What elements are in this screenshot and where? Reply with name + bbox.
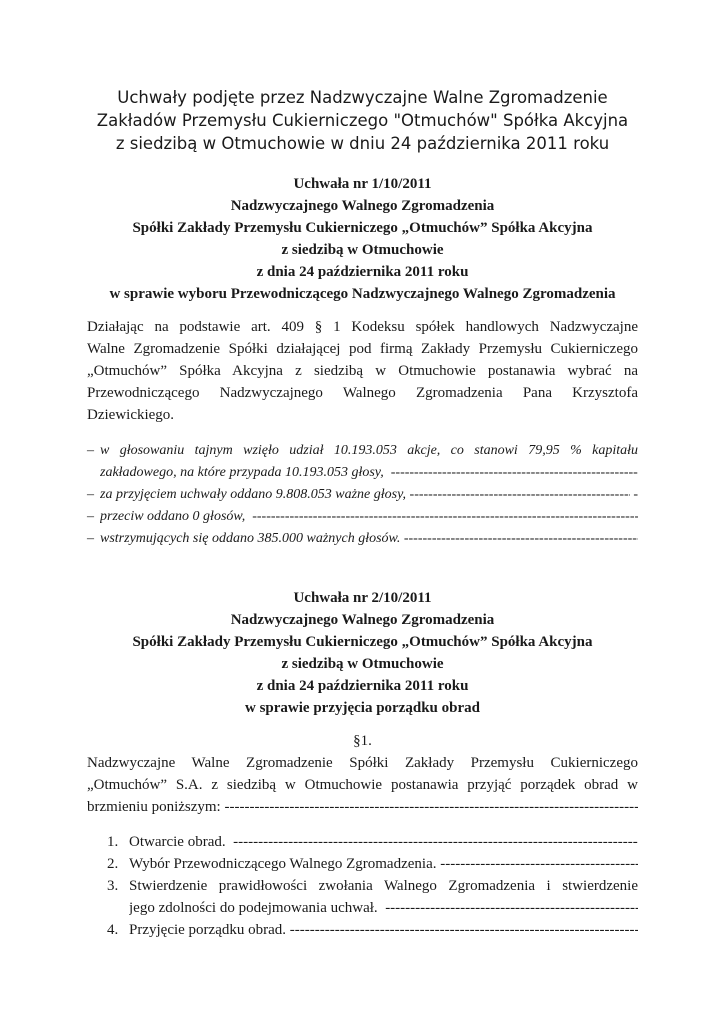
vote-tail: - [633, 487, 638, 502]
vote-line [100, 462, 638, 484]
item-text: Otwarcie obrad. [129, 834, 226, 850]
title-line: z siedzibą w Otmuchowie w dniu 24 października 2011 roku [115, 134, 610, 153]
paragraph-line: Dziewickiego. [87, 407, 175, 423]
item-number: 4. [107, 922, 119, 938]
paragraph-line: „Otmuchów” Spółka Akcyjna z siedzibą w Otmuchowie postanawia wybrać na [87, 363, 638, 379]
paragraph-text: brzmieniu poniższym: [87, 799, 221, 815]
fill-dashes [440, 853, 638, 875]
dash-marker: – [87, 509, 94, 524]
dash-marker: – [87, 443, 94, 458]
vote-text: przeciw oddano 0 głosów, [100, 509, 246, 524]
item-line: Stwierdzenie prawidłowości zwołania Walnego Zgromadzenia i stwierdzenie [129, 878, 638, 894]
resolution-date: z dnia 24 października 2011 roku [256, 678, 469, 694]
vote-text: zakładowego, na które przypada 10.193.053 głosy, [100, 465, 384, 480]
resolution-seat: z siedzibą w Otmuchowie [281, 242, 444, 258]
title-line: Uchwały podjęte przez Nadzwyczajne Walne Zgromadzenie [117, 88, 608, 107]
resolution-company: Spółki Zakłady Przemysłu Cukierniczego „Otmuchów” Spółka Akcyjna [132, 220, 593, 236]
vote-item [87, 484, 638, 506]
fill-dashes [391, 462, 638, 484]
resolution-number: Uchwała nr 1/10/2011 [293, 176, 432, 192]
paragraph-line [87, 796, 638, 818]
fill-dashes [233, 831, 638, 853]
resolution-company: Spółki Zakłady Przemysłu Cukierniczego „Otmuchów” Spółka Akcyjna [132, 634, 593, 650]
resolution-seat: z siedzibą w Otmuchowie [281, 656, 444, 672]
fill-dashes [385, 897, 638, 919]
item-line [129, 897, 638, 919]
list-item [107, 831, 638, 853]
resolution-body: Nadzwyczajnego Walnego Zgromadzenia [230, 612, 495, 628]
vote-line [100, 484, 638, 506]
vote-line [100, 528, 638, 550]
vote-text: wstrzymujących się oddano 385.000 ważnych głosów. [100, 531, 401, 546]
item-number: 3. [107, 878, 119, 894]
agenda-list [107, 831, 638, 941]
resolution-1-header [60, 173, 665, 305]
paragraph-line: Przewodniczącego Nadzwyczajnego Walnego Zgromadzenia Pana Krzysztofa [87, 385, 638, 401]
vote-line: w głosowaniu tajnym wzięło udział 10.193.053 akcje, co stanowi 79,95 % kapitału [100, 443, 638, 458]
document-title [60, 86, 665, 155]
item-text: jego zdolności do podejmowania uchwał. [129, 900, 378, 916]
dash-marker: – [87, 487, 94, 502]
item-line [129, 831, 638, 853]
resolution-subject: w sprawie wyboru Przewodniczącego Nadzwyczajnego Walnego Zgromadzenia [109, 286, 616, 302]
list-item [107, 919, 638, 941]
fill-dashes [404, 528, 638, 550]
resolution-date: z dnia 24 października 2011 roku [256, 264, 469, 280]
paragraph-line: Walne Zgromadzenie Spółki działającej pod firmą Zakłady Przemysłu Cukierniczego [87, 341, 638, 357]
paragraph-line: Nadzwyczajne Walne Zgromadzenie Spółki Zakłady Przemysłu Cukierniczego [87, 755, 638, 771]
fill-dashes [252, 506, 638, 528]
vote-line [100, 506, 638, 528]
item-text: Przyjęcie porządku obrad. [129, 922, 287, 938]
resolution-2-paragraph [87, 752, 638, 818]
resolution-subject: w sprawie przyjęcia porządku obrad [245, 700, 480, 716]
resolution-2-header [60, 587, 665, 719]
fill-dashes [290, 919, 638, 941]
item-number: 2. [107, 856, 119, 872]
list-item [107, 875, 638, 919]
item-line [129, 919, 638, 941]
dash-marker: – [87, 531, 94, 546]
vote-item [87, 506, 638, 528]
paragraph-line: Działając na podstawie art. 409 § 1 Kodeksu spółek handlowych Nadzwyczajne [87, 319, 638, 335]
section-mark: §1. [353, 733, 372, 749]
resolution-1-paragraph [87, 316, 638, 426]
vote-text: za przyjęciem uchwały oddano 9.808.053 ważne głosy, [100, 487, 407, 502]
paragraph-line: „Otmuchów” S.A. z siedzibą w Otmuchowie postanawia przyjąć porządek obrad w [87, 777, 638, 793]
item-text: Wybór Przewodniczącego Walnego Zgromadzenia. [129, 856, 437, 872]
resolution-number: Uchwała nr 2/10/2011 [293, 590, 432, 606]
vote-item [87, 528, 638, 550]
item-line [129, 853, 638, 875]
item-number: 1. [107, 834, 119, 850]
fill-dashes [410, 484, 630, 506]
vote-item [87, 440, 638, 484]
fill-dashes [224, 796, 638, 818]
vote-results [87, 440, 638, 550]
list-item [107, 853, 638, 875]
title-line: Zakładów Przemysłu Cukierniczego "Otmuchów" Spółka Akcyjna [96, 111, 629, 130]
resolution-body: Nadzwyczajnego Walnego Zgromadzenia [230, 198, 495, 214]
